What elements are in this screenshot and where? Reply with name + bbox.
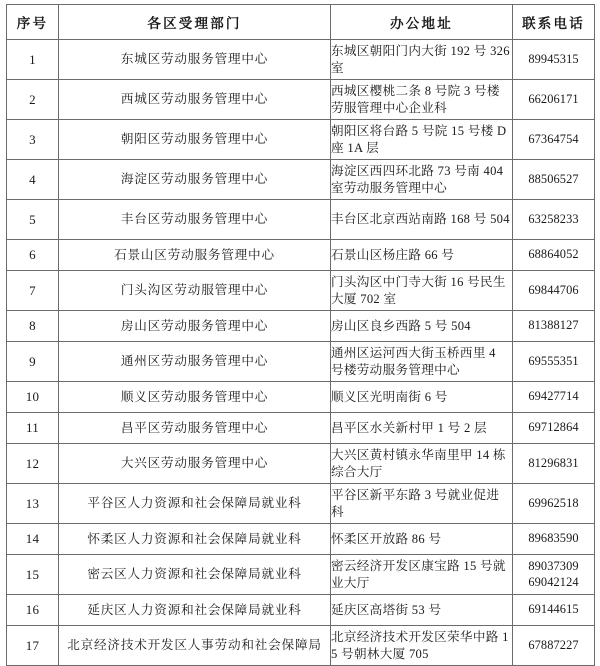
cell-department: 丰台区劳动服务管理中心 [59,200,331,240]
cell-seq: 7 [7,271,59,311]
cell-department: 朝阳区劳动服务管理中心 [59,120,331,160]
cell-seq: 17 [7,626,59,666]
phone-number: 68864052 [528,247,579,262]
phone-number: 88506527 [528,171,579,186]
table-row [7,200,595,240]
cell-phone [513,160,595,200]
cell-address: 石景山区杨庄路 66 号 [331,240,513,271]
cell-department: 顺义区劳动服务管理中心 [59,382,331,413]
phone-number: 67364754 [528,131,579,146]
phone-number: 81388127 [528,318,579,333]
phone-number: 89683590 [528,531,579,546]
table-row [7,40,595,80]
cell-seq: 9 [7,342,59,382]
cell-phone [513,413,595,444]
cell-address: 大兴区黄村镇永华南里甲 14 栋综合大厅 [331,444,513,484]
cell-address: 延庆区高塔街 53 号 [331,595,513,626]
cell-department: 西城区劳动服务管理中心 [59,80,331,120]
cell-phone [513,484,595,524]
cell-seq: 6 [7,240,59,271]
cell-phone [513,200,595,240]
cell-phone [513,271,595,311]
table-row [7,311,595,342]
phone-number: 69042124 [528,574,579,589]
phone-number: 81296831 [528,455,579,470]
column-header-phone: 联系电话 [513,5,595,40]
cell-address: 顺义区光明南街 6 号 [331,382,513,413]
phone-number: 89037309 [528,558,579,573]
cell-address: 通州区运河西大街玉桥西里 4 号楼劳动服务管理中心 [331,342,513,382]
cell-address: 怀柔区开放路 86 号 [331,524,513,555]
phone-number: 63258233 [528,211,579,226]
column-header-seq: 序号 [7,5,59,40]
cell-seq: 1 [7,40,59,80]
table-row [7,240,595,271]
cell-department: 大兴区劳动服务管理中心 [59,444,331,484]
cell-phone [513,311,595,342]
cell-address: 北京经济技术开发区荣华中路 15 号朝林大厦 705 [331,626,513,666]
cell-phone [513,444,595,484]
table-row [7,444,595,484]
cell-department: 平谷区人力资源和社会保障局就业科 [59,484,331,524]
column-header-dept: 各区受理部门 [59,5,331,40]
cell-department: 石景山区劳动服务管理中心 [59,240,331,271]
cell-department: 门头沟区劳动服管理中心 [59,271,331,311]
cell-phone [513,40,595,80]
cell-seq: 14 [7,524,59,555]
table-row [7,555,595,595]
cell-address: 丰台区北京西站南路 168 号 504 [331,200,513,240]
cell-department: 昌平区劳动服务管理中心 [59,413,331,444]
cell-seq: 15 [7,555,59,595]
cell-seq: 11 [7,413,59,444]
cell-phone [513,342,595,382]
cell-phone [513,555,595,595]
table-row [7,120,595,160]
cell-phone [513,595,595,626]
table-header [7,5,595,40]
table-row [7,413,595,444]
cell-phone [513,80,595,120]
cell-department: 延庆区人力资源和社会保障局就业科 [59,595,331,626]
cell-phone [513,626,595,666]
cell-department: 通州区劳动服务管理中心 [59,342,331,382]
phone-number: 67887227 [528,637,579,652]
cell-address: 平谷区新平东路 3 号就业促进科 [331,484,513,524]
cell-address: 密云经济开发区康宝路 15 号就业大厅 [331,555,513,595]
cell-seq: 12 [7,444,59,484]
cell-address: 朝阳区将台路 5 号院 15 号楼 D 座 1A 层 [331,120,513,160]
cell-address: 东城区朝阳门内大街 192 号 326 室 [331,40,513,80]
cell-address: 门头沟区中门寺大街 16 号民生大厦 702 室 [331,271,513,311]
cell-address: 房山区良乡西路 5 号 504 [331,311,513,342]
column-header-addr: 办公地址 [331,5,513,40]
phone-number: 89945315 [528,51,579,66]
cell-department: 房山区劳动服务管理中心 [59,311,331,342]
cell-seq: 16 [7,595,59,626]
cell-seq: 13 [7,484,59,524]
table-row [7,271,595,311]
cell-seq: 3 [7,120,59,160]
table-row [7,595,595,626]
table-row [7,342,595,382]
table-header-row [7,5,595,40]
table-row [7,524,595,555]
cell-seq: 4 [7,160,59,200]
district-contact-table [6,4,595,666]
table-row [7,80,595,120]
phone-number: 69844706 [528,282,579,297]
cell-phone [513,524,595,555]
cell-department: 东城区劳动服务管理中心 [59,40,331,80]
cell-department: 怀柔区人力资源和社会保障局就业科 [59,524,331,555]
cell-seq: 5 [7,200,59,240]
cell-address: 西城区樱桃二条 8 号院 3 号楼劳服管理中心企业科 [331,80,513,120]
table-row [7,160,595,200]
table-row [7,626,595,666]
phone-number: 69962518 [528,495,579,510]
cell-seq: 8 [7,311,59,342]
cell-address: 海淀区西四环北路 73 号南 404 室劳动服务管理中心 [331,160,513,200]
phone-number: 69555351 [528,353,579,368]
table-row [7,484,595,524]
phone-number: 69144615 [528,602,579,617]
phone-number: 69427714 [528,389,579,404]
cell-address: 昌平区水关新村甲 1 号 2 层 [331,413,513,444]
cell-phone [513,120,595,160]
cell-department: 密云区人力资源和社会保障局就业科 [59,555,331,595]
cell-department: 海淀区劳动服务管理中心 [59,160,331,200]
cell-phone [513,240,595,271]
phone-number: 69712864 [528,420,579,435]
cell-department: 北京经济技术开发区人事劳动和社会保障局 [59,626,331,666]
phone-number: 66206171 [528,91,579,106]
cell-phone [513,382,595,413]
table-body [7,40,595,666]
cell-seq: 2 [7,80,59,120]
table-row [7,382,595,413]
cell-seq: 10 [7,382,59,413]
